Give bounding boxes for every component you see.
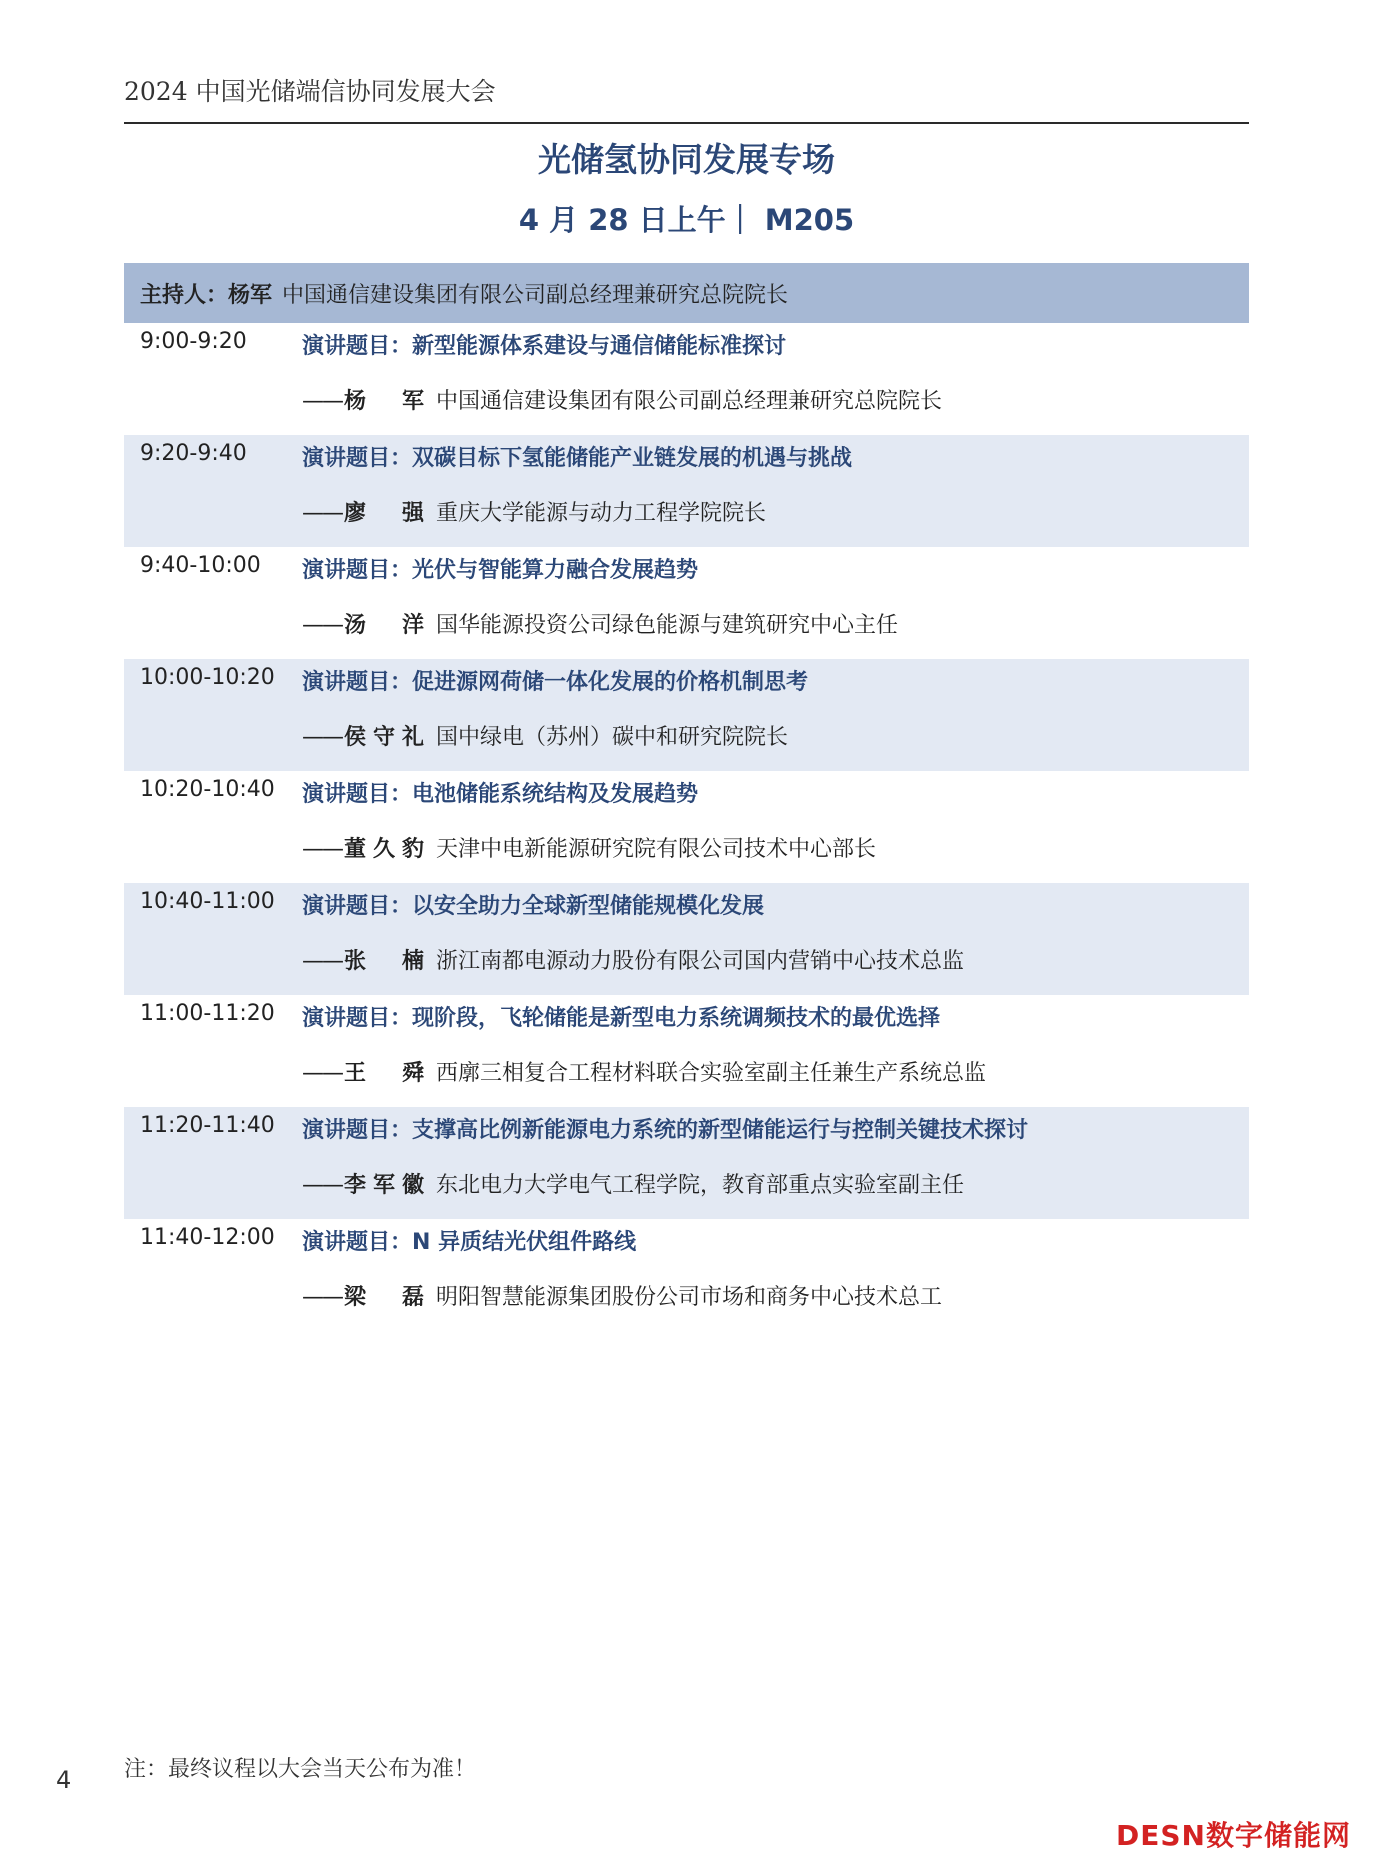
session-row [124,435,1249,547]
session-topic: 演讲题目：新型能源体系建设与通信储能标准探讨 [302,334,787,359]
dash: —— [302,613,342,638]
session-row [124,323,1249,435]
dash: —— [302,1173,342,1198]
dash: —— [302,949,342,974]
session-row [124,1107,1249,1219]
dash: —— [302,389,342,414]
speaker-line [302,1056,986,1087]
session-row [124,995,1249,1107]
host-bar [124,263,1249,323]
session-topic: 演讲题目：光伏与智能算力融合发展趋势 [302,558,699,583]
session-date-room: 4 月 28 日上午｜ M205 [518,203,855,237]
session-time: 11:00-11:20 [140,1001,275,1026]
session-row [124,547,1249,659]
speaker-line [302,720,788,751]
session-row [124,659,1249,771]
speaker-org: 天津中电新能源研究院有限公司技术中心部长 [436,837,877,862]
speaker-line [302,608,898,639]
page-title: 光储氢协同发展专场 [538,140,835,179]
document-header: 2024 中国光储端信协同发展大会 [124,77,496,106]
speaker-org: 重庆大学能源与动力工程学院院长 [436,501,767,526]
speaker-name: 杨 军 [344,389,424,414]
footnote: 注：最终议程以大会当天公布为准！ [124,1757,477,1782]
speaker-org: 国华能源投资公司绿色能源与建筑研究中心主任 [436,613,899,638]
page-number: 4 [56,1766,72,1794]
speaker-name: 侯守礼 [344,725,424,750]
session-topic: 演讲题目：促进源网荷储一体化发展的价格机制思考 [302,670,809,695]
speaker-line [302,944,964,975]
dash: —— [302,501,342,526]
watermark-logo: DESN数字储能网 [1116,1819,1351,1852]
session-row [124,771,1249,883]
session-time: 11:40-12:00 [140,1225,275,1250]
host-label: 主持人： [140,282,229,308]
speaker-line [302,1280,942,1311]
dash: —— [302,725,342,750]
speaker-name: 董久豹 [344,837,424,862]
session-time: 9:40-10:00 [140,553,261,578]
speaker-name: 李军徽 [344,1173,424,1198]
session-time: 10:00-10:20 [140,665,275,690]
session-topic: 演讲题目：支撑高比例新能源电力系统的新型储能运行与控制关键技术探讨 [302,1118,1029,1143]
session-row [124,883,1249,995]
session-topic: 演讲题目：双碳目标下氢能储能产业链发展的机遇与挑战 [302,446,853,471]
header-divider [124,122,1249,124]
dash: —— [302,1061,342,1086]
session-time: 11:20-11:40 [140,1113,275,1138]
speaker-org: 国中绿电（苏州）碳中和研究院院长 [436,725,789,750]
speaker-line [302,1168,964,1199]
speaker-name: 王 舜 [344,1061,424,1086]
speaker-line [302,832,876,863]
speaker-name: 梁 磊 [344,1285,424,1310]
session-row [124,1219,1249,1331]
session-topic: 演讲题目：现阶段，飞轮储能是新型电力系统调频技术的最优选择 [302,1006,941,1031]
dash: —— [302,1285,342,1310]
dash: —— [302,837,342,862]
session-time: 9:00-9:20 [140,329,247,354]
agenda-table [124,323,1249,1331]
speaker-org: 东北电力大学电气工程学院，教育部重点实验室副主任 [436,1173,965,1198]
host-org: 中国通信建设集团有限公司副总经理兼研究总院院长 [282,282,789,308]
session-time: 9:20-9:40 [140,441,247,466]
speaker-line [302,496,766,527]
session-topic: 演讲题目：以安全助力全球新型储能规模化发展 [302,894,765,919]
speaker-org: 中国通信建设集团有限公司副总经理兼研究总院院长 [436,389,943,414]
host-name: 杨军 [228,282,273,308]
speaker-org: 浙江南都电源动力股份有限公司国内营销中心技术总监 [436,949,965,974]
speaker-name: 汤 洋 [344,613,424,638]
speaker-org: 明阳智慧能源集团股份公司市场和商务中心技术总工 [436,1285,943,1310]
speaker-name: 张 楠 [344,949,424,974]
session-topic: 演讲题目：N 异质结光伏组件路线 [302,1230,637,1255]
speaker-name: 廖 强 [344,501,424,526]
speaker-line [302,384,942,415]
session-time: 10:40-11:00 [140,889,275,914]
session-topic: 演讲题目：电池储能系统结构及发展趋势 [302,782,699,807]
session-time: 10:20-10:40 [140,777,275,802]
speaker-org: 西廓三相复合工程材料联合实验室副主任兼生产系统总监 [436,1061,987,1086]
